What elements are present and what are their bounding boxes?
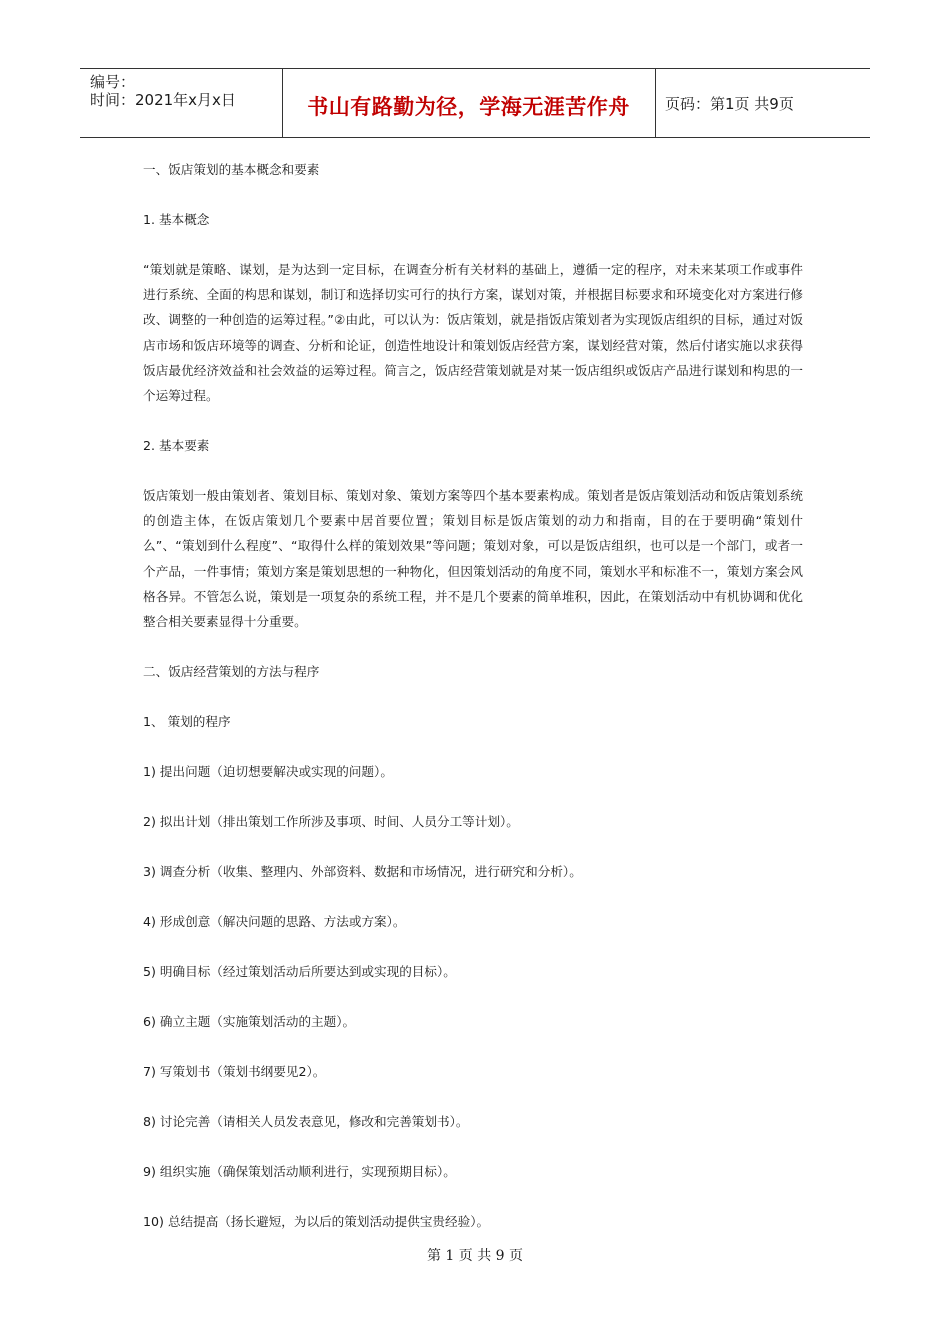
list-item: 10) 总结提高（扬长避短，为以后的策划活动提供宝贵经验）。 <box>143 1214 490 1230</box>
document-time-label: 时间：2021年x月x日 <box>90 91 236 109</box>
document-header <box>80 68 870 138</box>
list-item: 9) 组织实施（确保策划活动顺利进行，实现预期目标）。 <box>143 1164 456 1180</box>
subsection-heading: 2. 基本要素 <box>143 438 210 454</box>
header-motto-cell <box>282 69 656 137</box>
document-code-label: 编号： <box>90 73 136 91</box>
body-paragraph: “策划就是策略、谋划，是为达到一定目标，在调查分析有关材料的基础上，遵循一定的程序，对未来某项工作或事件进行系统、全面的构思和谋划，制订和选择切实可行的执行方案，谋划对策，并根据目标要求和环境变化对方案进行修改、调整的一种创造的运筹过程。”②由此，可以认为：饭店策划，就是指饭店策划者为实现饭店组织的目标，通过对饭店市场和饭店环境等的调查、分析和论证，创造性地设计和策划饭店经营方案，谋划经营对策，然后付诸实施以求获得饭店最优经济效益和社会效益的运筹过程。简言之，饭店经营策划就是对某一饭店组织或饭店产品进行谋划和构思的一个运筹过程。 <box>143 262 803 404</box>
page-code-label: 页码：第1页 共9页 <box>665 95 794 113</box>
section-heading: 一、饭店策划的基本概念和要素 <box>143 162 320 177</box>
subsection-heading: 1. 基本概念 <box>143 212 210 227</box>
list-item: 3) 调查分析（收集、整理内、外部资料、数据和市场情况，进行研究和分析）。 <box>143 864 582 880</box>
motto-text: 书山有路勤为径，学海无涯苦作舟 <box>307 95 630 119</box>
page-footer: 第 1 页 共 9 页 <box>426 1248 524 1264</box>
subsection-heading: 1、 策划的程序 <box>143 714 231 730</box>
list-item: 7) 写策划书（策划书纲要见2）。 <box>143 1064 326 1080</box>
list-item: 2) 拟出计划（排出策划工作所涉及事项、时间、人员分工等计划）。 <box>143 814 519 830</box>
header-info-cell <box>80 69 283 137</box>
list-item: 4) 形成创意（解决问题的思路、方法或方案）。 <box>143 914 406 930</box>
document-body <box>143 157 803 1259</box>
list-item: 1) 提出问题（迫切想要解决或实现的问题）。 <box>143 764 393 780</box>
list-item: 8) 讨论完善（请相关人员发表意见，修改和完善策划书）。 <box>143 1114 469 1130</box>
section-heading: 二、饭店经营策划的方法与程序 <box>143 664 320 680</box>
body-paragraph: 饭店策划一般由策划者、策划目标、策划对象、策划方案等四个基本要素构成。策划者是饭店策划活动和饭店策划系统的创造主体，在饭店策划几个要素中居首要位置；策划目标是饭店策划的动力和指南，目的在于要明确“策划什么”、“策划到什么程度”、“取得什么样的策划效果”等问题；策划对象，可以是饭店组织，也可以是一个部门，或者一个产品，一件事情；策划方案是策划思想的一种物化，但因策划活动的角度不同，策划水平和标准不一，策划方案会风格各异。不管怎么说，策划是一项复杂的系统工程，并不是几个要素的简单堆积，因此，在策划活动中有机协调和优化整合相关要素显得十分重要。 <box>143 488 803 630</box>
header-page-cell <box>655 69 870 137</box>
list-item: 6) 确立主题（实施策划活动的主题）。 <box>143 1014 356 1030</box>
list-item: 5) 明确目标（经过策划活动后所要达到或实现的目标）。 <box>143 964 456 980</box>
